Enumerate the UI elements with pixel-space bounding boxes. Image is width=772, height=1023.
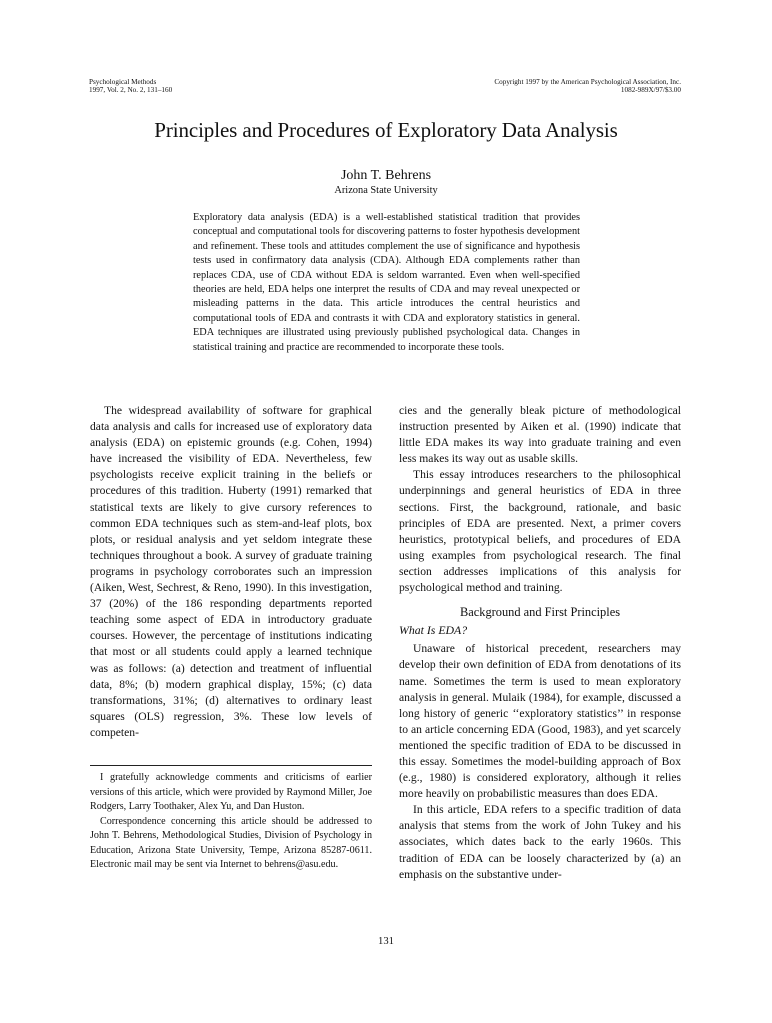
volume-info: 1997, Vol. 2, No. 2, 131–160 [89,86,173,95]
paragraph: The widespread availability of software for graphical data analysis and calls for increased use of exploratory data analysis (EDA) on epistemic grounds (e.g. Cohen, 1994) have increased the visibility of EDA. Nevertheless, few psychologists receive explicit training in the beliefs or procedures of this tradition. Huberty (1991) remarked that statistical texts are likely to give cursory references to common EDA techniques such as stem-and-leaf plots, box plots, or residual analysis and yet seldom integrate these techniques throughout a book. A survey of graduate training programs in psychology corroborates such an impression (Aiken, West, Sechrest, & Reno, 1990). In this investigation, 37 (20%) of the 186 responding departments reported teaching some aspect of EDA in introductory graduate courses. However, the percentage of institutions indicating that most or all students could apply a learned technique was as follows: (a) detection and treatment of influential data, 8%; (b) modern graphical display, 15%; (c) data transformations, 31%; (d) alternatives to ordinary least squares (OLS) regression, 3%. These low levels of competen- [90,404,372,739]
footnote-divider [90,765,372,766]
copyright-notice: Copyright 1997 by the American Psychological Association, Inc. [494,78,681,86]
paragraph: Unaware of historical precedent, researchers may develop their own definition of EDA from denotations of its name. Sometimes the term is used to mean exploratory analysis in general. Mulaik (1984), for example, discussed a long history of generic ‘‘exploratory statistics’’ in response to an article concerning EDA (Good, 1983), and yet scarcely mentioned the specific tradition of EDA to be discussed in this essay. Sometimes the model-building approach of Box (e.g., 1980) is considered exploratory, although it relies more heavily on probabilistic measures than does EDA. [399,642,681,801]
journal-name: Psychological Methods [89,78,157,86]
footnotes [90,771,372,873]
journal-header [89,78,172,95]
paragraph: This essay introduces researchers to the philosophical underpinnings and general heuristics of EDA in three sections. First, the background, rationale, and basic principles of EDA are presented. Next, a primer covers heuristics, prototypical beliefs, and procedures of EDA using examples from psychological research. The final section addresses implications of this analysis for psychological method and training. [399,468,681,595]
correspondence-footnote: Correspondence concerning this article should be addressed to John T. Behrens, Methodological Studies, Division of Psychology in Education, Arizona State University, Tempe, Arizona 85287-0611. Electronic mail may be sent via Internet to behrens@asu.edu. [90,815,372,870]
copyright-header [440,78,681,95]
subsection-heading: What Is EDA? [399,623,468,638]
acknowledgment-footnote: I gratefully acknowledge comments and criticisms of earlier versions of this article, which were provided by Raymond Miller, Joe Rodgers, Larry Toothaker, Alex Yu, and Dan Huston. [90,772,372,812]
page-number: 131 [378,936,394,947]
author-affiliation: Arizona State University [334,185,438,196]
author-name: John T. Behrens [340,168,432,183]
body-column-left [90,403,372,741]
section-heading: Background and First Principles [459,605,621,620]
body-column-right [399,403,681,883]
paragraph: cies and the generally bleak picture of methodological instruction presented by Aiken et al. (1990) indicate that little EDA makes its way into graduate training and even less makes its way out as usable skills. [399,404,681,466]
issn: 1082-989X/97/$3.00 [620,86,681,95]
paragraph: In this article, EDA refers to a specific tradition of data analysis that stems from the work of John Tukey and his associates, which dates back to the early 1960s. This tradition of EDA can be loosely characterized by (a) an emphasis on the substantive under- [399,803,681,881]
abstract: Exploratory data analysis (EDA) is a well-established statistical tradition that provides conceptual and computational tools for discovering patterns to foster hypothesis development and refinement. These tools and attitudes complement the use of significance and hypothesis tests used in confirmatory data analysis (CDA). Although EDA complements rather than replaces CDA, use of CDA without EDA is seldom warranted. Even when well-specified theories are held, EDA helps one interpret the results of CDA and may reveal unexpected or misleading patterns in the data. This article introduces the central heuristics and computational tools of EDA and contrasts it with CDA and exploratory statistics in general. EDA techniques are illustrated using previously published psychological data. Changes in statistical training and practice are recommended to incorporate these tools. [193,212,580,353]
article-title: Principles and Procedures of Exploratory Data Analysis [154,118,618,142]
